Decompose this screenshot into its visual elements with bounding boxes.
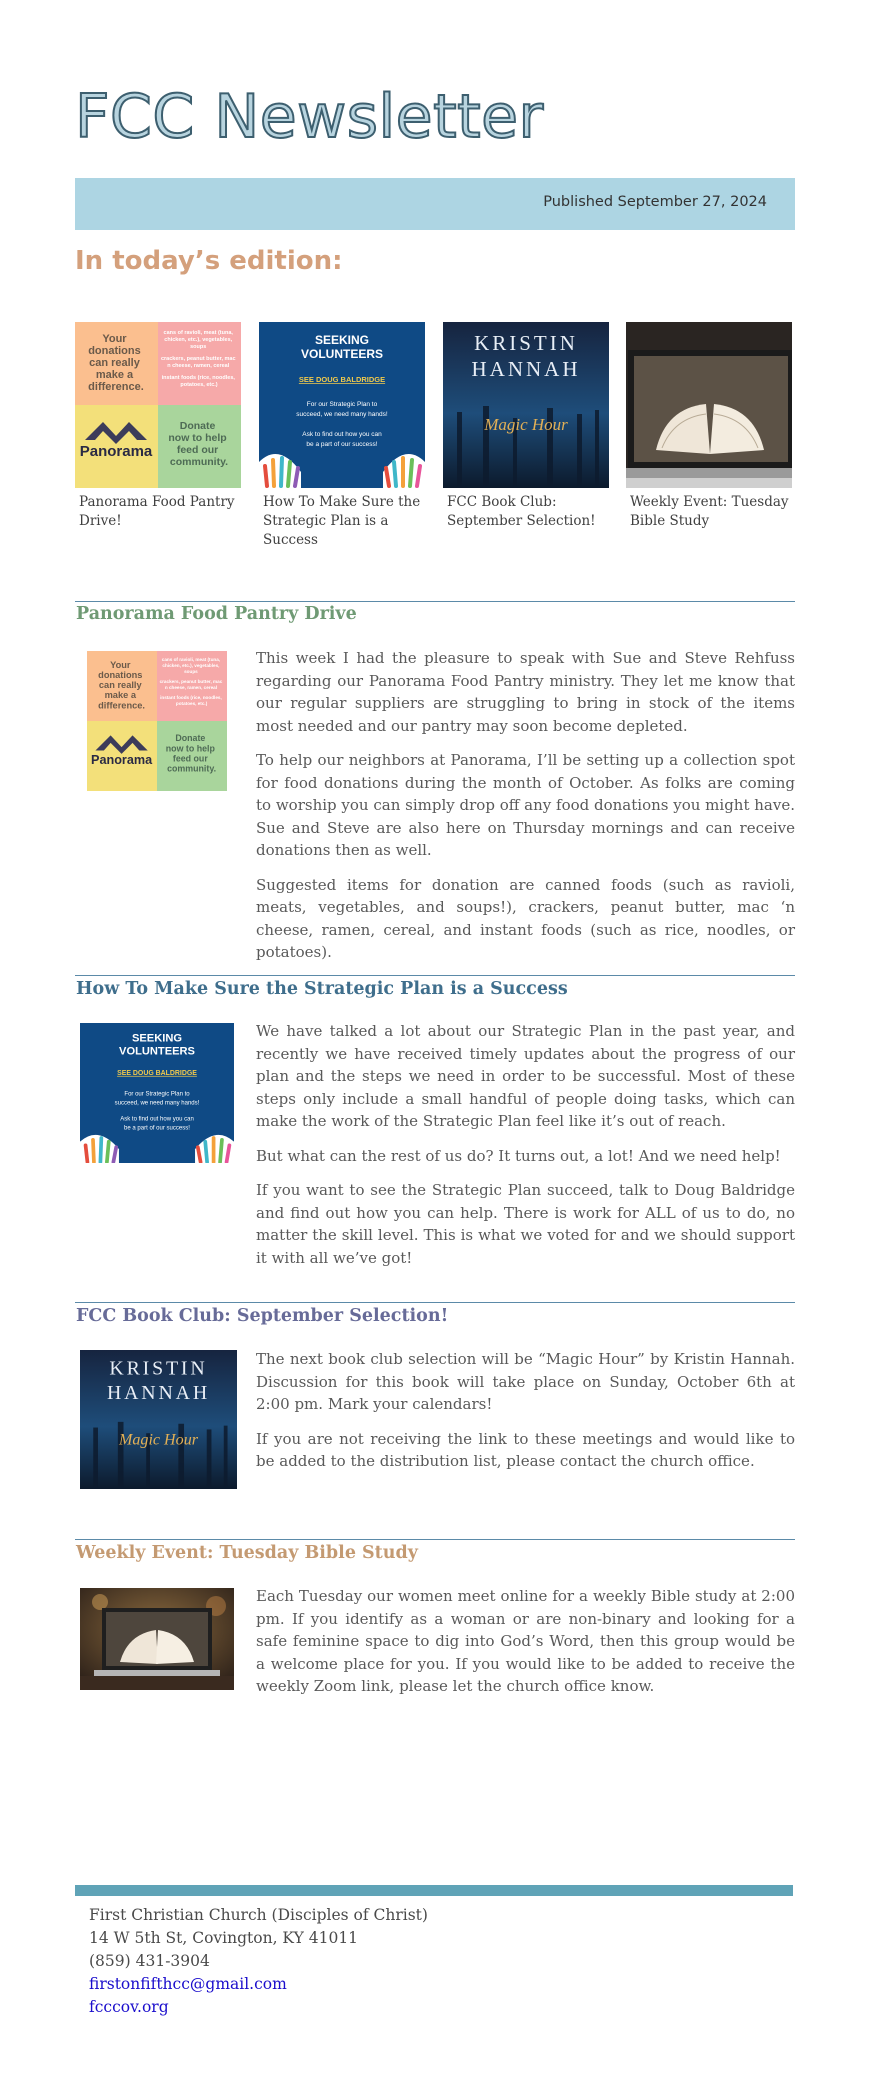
bc-author-1: KRISTIN	[109, 1357, 208, 1380]
vg-link: SEE DOUG BALDRIDGE	[117, 1069, 197, 1077]
section-heading-strategic: How To Make Sure the Strategic Plan is a Success	[76, 979, 568, 999]
pg-tl-3: can really	[89, 357, 140, 369]
bc-author-1: KRISTIN	[474, 331, 578, 355]
panorama-section-image	[87, 651, 227, 791]
card-caption: Panorama Food Pantry Drive!	[79, 494, 235, 529]
footer	[89, 1904, 428, 2019]
pg-tl-5: difference.	[88, 381, 144, 393]
pg-tl-2: donations	[98, 669, 143, 680]
bc-author-2: HANNAH	[471, 357, 581, 381]
pg-tr-5: n cheese, ramen, cereal	[164, 684, 218, 690]
card-book-club[interactable]	[443, 322, 611, 531]
vg-heading-2: VOLUNTEERS	[119, 1045, 195, 1058]
section-divider	[75, 975, 795, 976]
vg-heading-2: VOLUNTEERS	[300, 347, 384, 361]
bc-author-2: HANNAH	[106, 1382, 211, 1405]
section-body-bible	[256, 1585, 795, 1710]
card-panorama[interactable]	[75, 322, 243, 531]
pg-br-2: now to help	[168, 432, 227, 444]
vg-heading-1: SEEKING	[314, 333, 370, 347]
pg-tl-4: make a	[104, 690, 137, 701]
pg-tr-2: chicken, etc.), vegetables,	[164, 337, 233, 343]
section-body-strategic	[256, 1020, 795, 1281]
card-caption: How To Make Sure the Strategic Plan is a Success	[263, 494, 421, 548]
paragraph: We have talked a lot about our Strategic Plan in the past year, and recently we have received timely updates about the progress of our plan and the steps we need in order to be successful. Most of these steps only include a small handful of people doing tasks, which can make the work of the Strategic Plan feel like it’s out of reach.	[256, 1022, 795, 1130]
pg-tl-1: Your	[102, 333, 127, 345]
bc-title: Magic Hour	[119, 1431, 198, 1449]
footer-address: 14 W 5th St, Covington, KY 41011	[89, 1929, 359, 1947]
pg-tl-3: can really	[98, 680, 142, 691]
published-date: Published September 27, 2024	[543, 194, 767, 210]
card-caption: Weekly Event: Tuesday Bible Study	[630, 494, 789, 529]
vg-link: SEE DOUG BALDRIDGE	[298, 375, 386, 384]
vg-line4: be a part of our success!	[124, 1125, 190, 1132]
vg-line4: be a part of our success!	[306, 441, 378, 448]
paragraph: But what can the rest of us do? It turns out, a lot! And we need help!	[256, 1146, 781, 1165]
section-heading-bookclub: FCC Book Club: September Selection!	[76, 1306, 449, 1326]
pg-tr-5: n cheese, ramen, cereal	[167, 363, 230, 369]
card-caption: FCC Book Club: September Selection!	[447, 494, 596, 529]
pg-tr-1: cans of ravioli, meat (tuna,	[161, 657, 221, 663]
footer-website-link[interactable]: fcccov.org	[89, 1998, 169, 2016]
pg-tr-7: potatoes, etc.)	[180, 382, 218, 388]
pg-tl-5: difference.	[98, 700, 146, 711]
vg-line2: succeed, we need many hands!	[114, 1100, 200, 1107]
pg-tr-3: soups	[184, 668, 198, 674]
pg-tr-6: instant foods (rice, noodles,	[161, 375, 235, 381]
pg-br-1: Donate	[179, 420, 216, 432]
laptop-book-graphic	[626, 322, 792, 488]
paragraph: The next book club selection will be “Magic Hour” by Kristin Hannah. Discussion for this book will take place on Sunday, October 6th at 2:00 pm. Mark your calendars!	[256, 1350, 795, 1413]
vg-line3: Ask to find out how you can	[120, 1116, 194, 1123]
pg-br-3: feed our	[176, 444, 219, 456]
pg-tl-4: make a	[95, 369, 134, 381]
svg-text:cans of ravioli, meat (tuna,	[160, 657, 224, 706]
book-section-image	[80, 1350, 237, 1489]
pg-logo: Panorama	[91, 753, 153, 768]
laptop-section-image	[80, 1588, 234, 1690]
footer-bar	[75, 1885, 793, 1896]
pg-br-4: community.	[167, 763, 217, 774]
paragraph: If you are not receiving the link to these meetings and would like to be added to the distribution list, please contact the church office.	[256, 1429, 795, 1470]
paragraph: This week I had the pleasure to speak with Sue and Steve Rehfuss regarding our Panorama Food Pantry ministry. They let me know that our regular suppliers are struggling to bring in stock of the items most needed and our pantry may soon become depleted.	[256, 649, 795, 735]
book-cover-graphic	[443, 322, 609, 488]
pg-br-1: Donate	[175, 733, 206, 744]
vg-line3: Ask to find out how you can	[302, 431, 382, 438]
pg-logo: Panorama	[79, 443, 153, 460]
newsletter-title: FCC Newsletter	[75, 82, 544, 152]
pg-tr-6: instant foods (rice, noodles,	[160, 695, 222, 701]
section-heading-panorama: Panorama Food Pantry Drive	[76, 604, 357, 624]
footer-email-link[interactable]: firstonfifthcc@gmail.com	[89, 1975, 287, 1993]
paragraph: Suggested items for donation are canned foods (such as ravioli, meats, vegetables, and soups!), crackers, peanut butter, mac ‘n cheese, ramen, cereal, and instant foods (such as rice, noodles, or potatoes).	[256, 875, 795, 961]
pg-tr-3: soups	[190, 344, 207, 350]
edition-heading: In today’s edition:	[75, 246, 343, 276]
bc-title: Magic Hour	[484, 415, 568, 434]
card-strategic-plan[interactable]	[259, 322, 427, 550]
section-divider	[75, 1539, 795, 1540]
svg-text:cans of ravioli, meat (tuna,	[161, 330, 237, 388]
published-bar	[75, 178, 795, 230]
section-body-bookclub	[256, 1348, 795, 1485]
section-body-panorama	[256, 647, 795, 976]
pg-br-3: feed our	[172, 753, 208, 764]
vg-line1: For our Strategic Plan to	[124, 1091, 190, 1098]
section-heading-bible: Weekly Event: Tuesday Bible Study	[76, 1543, 418, 1563]
card-bible-study[interactable]	[626, 322, 794, 531]
vg-line2: succeed, we need many hands!	[296, 411, 388, 418]
volunteers-graphic	[259, 322, 425, 488]
pg-tr-2: chicken, etc.), vegetables,	[162, 663, 220, 669]
pg-tr-1: cans of ravioli, meat (tuna,	[163, 330, 233, 336]
paragraph: If you want to see the Strategic Plan succeed, talk to Doug Baldridge and find out how you can help. There is work for ALL of us to do, no matter the skill level. This is what we voted for and we should support it with all we’ve got!	[256, 1181, 795, 1267]
section-divider	[75, 601, 795, 602]
pg-tl-1: Your	[110, 659, 131, 670]
vg-heading-1: SEEKING	[131, 1032, 183, 1045]
footer-phone: (859) 431-3904	[89, 1952, 210, 1970]
pg-tr-4: crackers, peanut butter, mac	[159, 679, 223, 685]
paragraph: To help our neighbors at Panorama, I’ll be setting up a collection spot for food donations during the month of October. As folks are coming to worship you can simply drop off any food donations you might have. Sue and Steve are also here on Thursday mornings and can receive donations then as well.	[256, 751, 795, 859]
pg-br-2: now to help	[165, 743, 215, 754]
section-divider	[75, 1302, 795, 1303]
vg-line1: For our Strategic Plan to	[306, 401, 378, 408]
volunteers-section-image	[80, 1023, 234, 1163]
pg-tl-2: donations	[88, 345, 141, 357]
pg-br-4: community.	[169, 456, 229, 468]
panorama-graphic	[75, 322, 241, 488]
paragraph: Each Tuesday our women meet online for a weekly Bible study at 2:00 pm. If you identify as a woman or are non-binary and looking for a safe feminine space to dig into God’s Word, then this group would be a welcome place for you. If you would like to be added to receive the weekly Zoom link, please let the church office know.	[256, 1587, 795, 1695]
pg-tr-7: potatoes, etc.)	[175, 700, 208, 706]
pg-tr-4: crackers, peanut butter, mac	[160, 356, 236, 362]
footer-church-name: First Christian Church (Disciples of Christ)	[89, 1906, 428, 1924]
